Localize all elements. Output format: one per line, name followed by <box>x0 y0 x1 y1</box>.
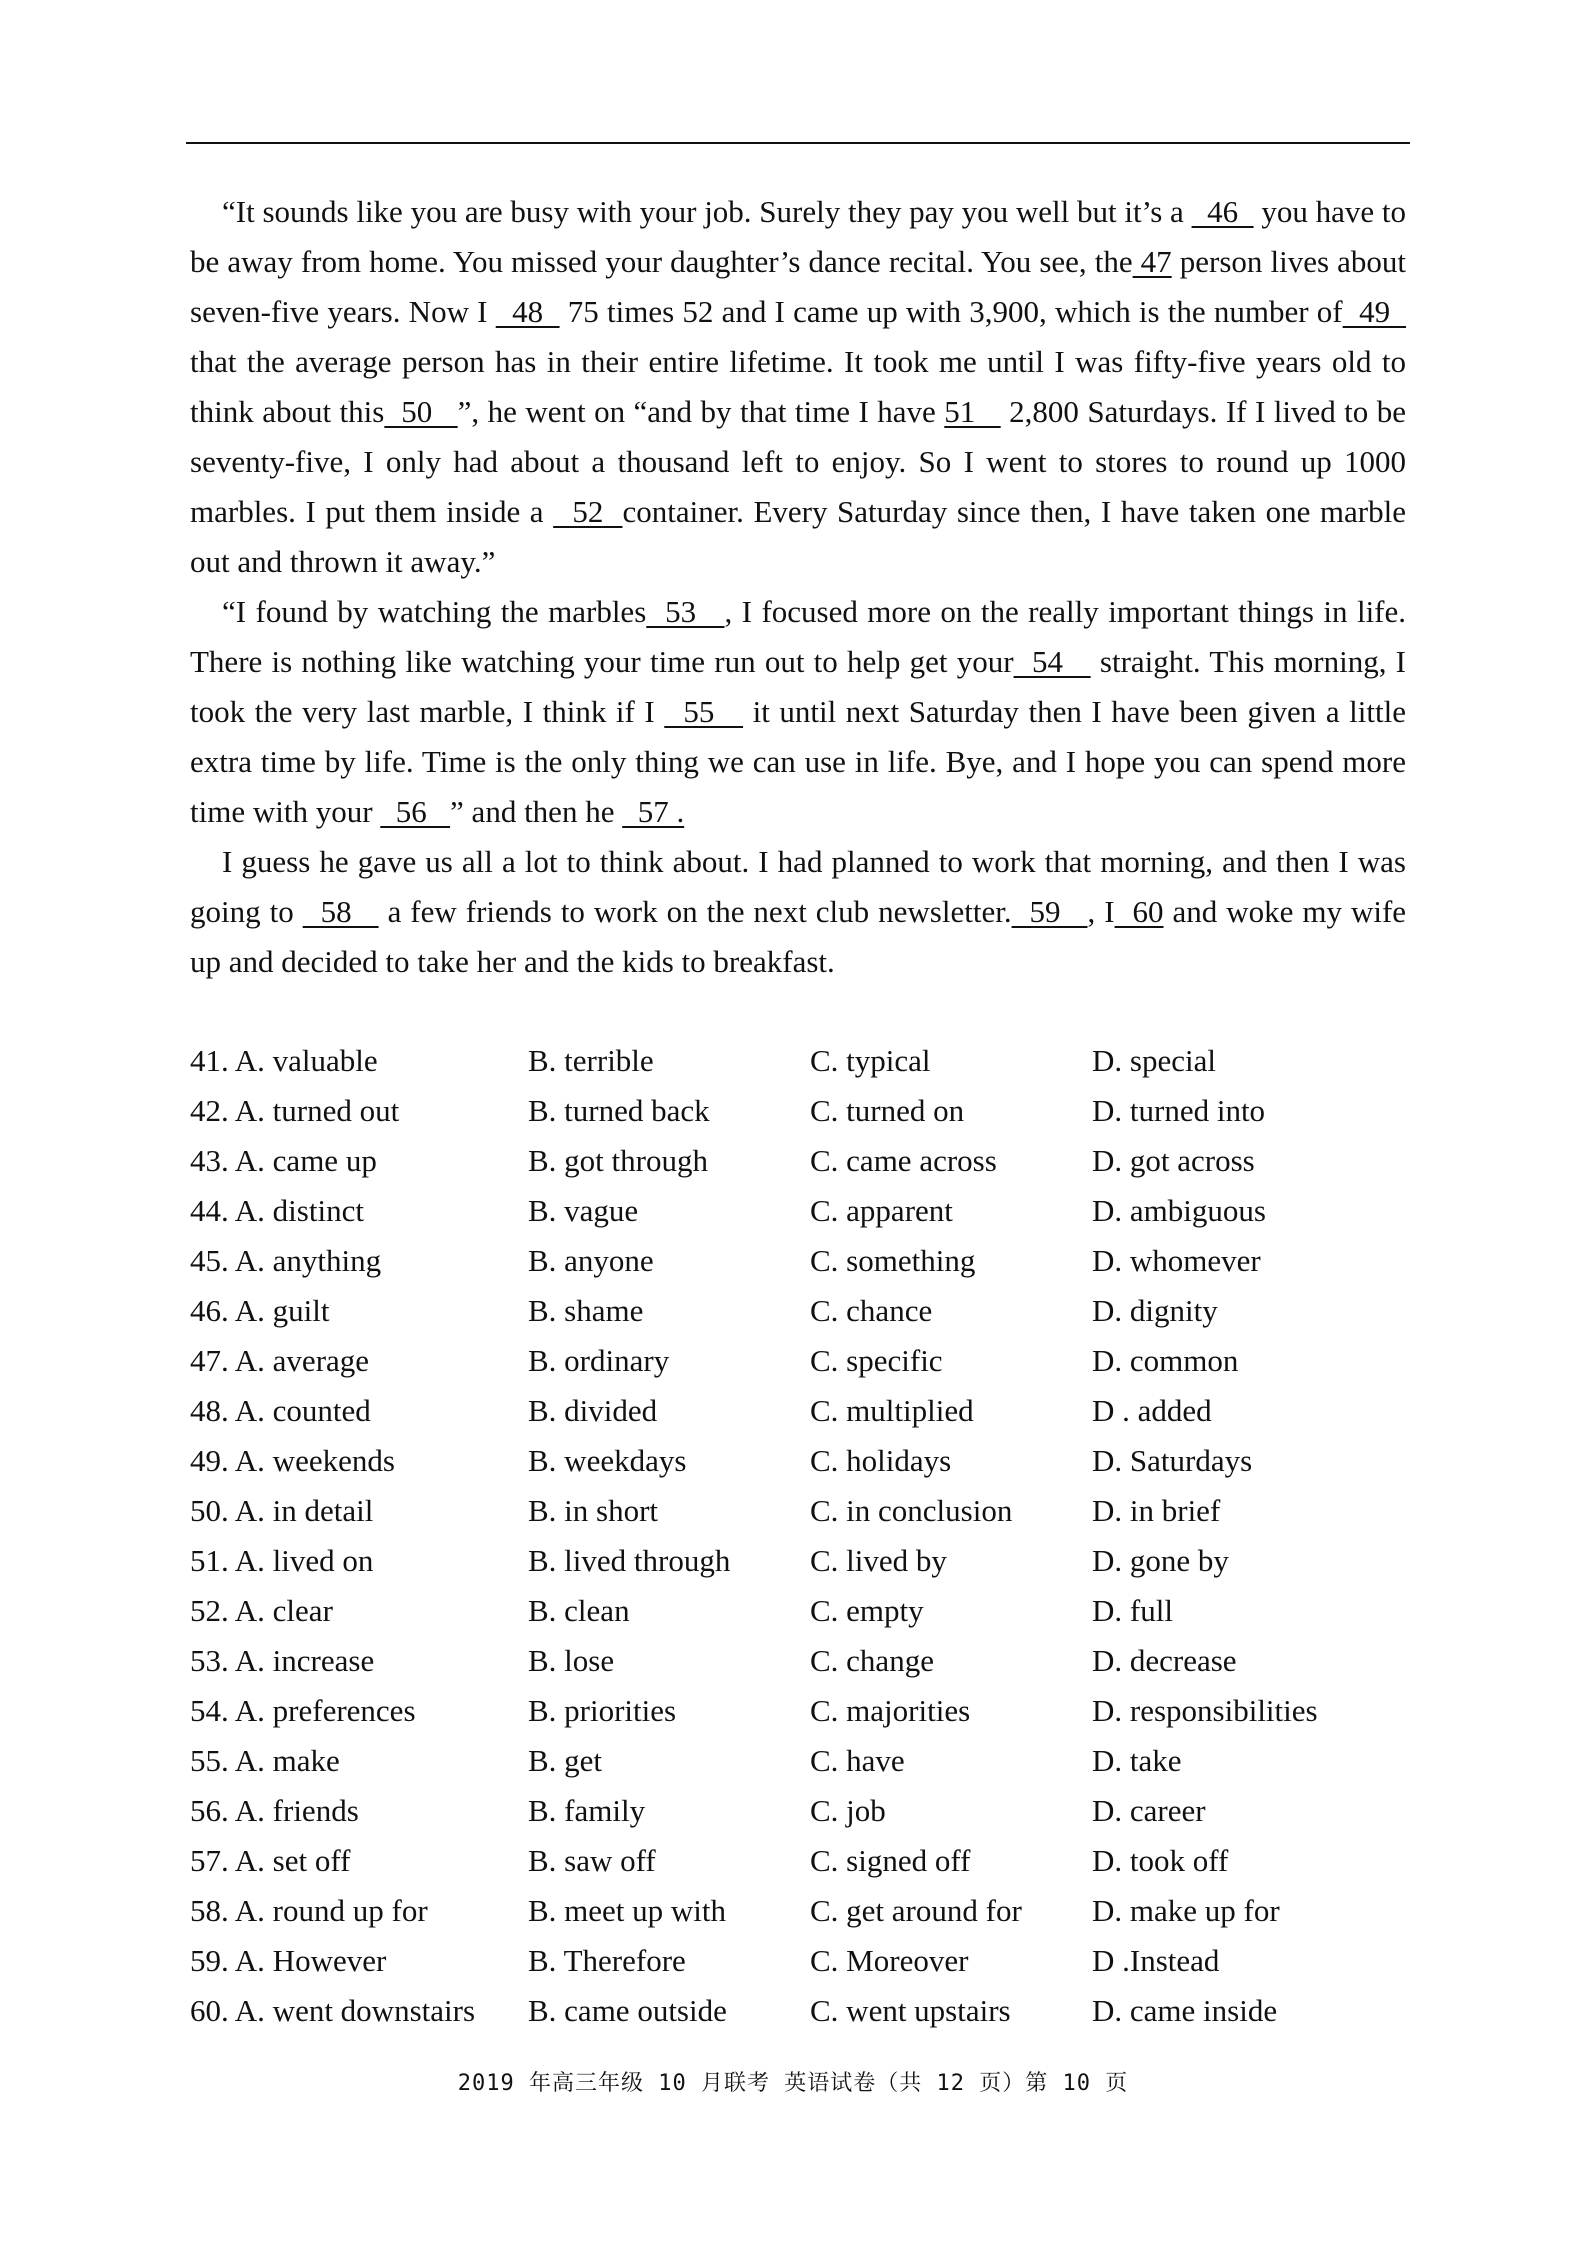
question-row <box>190 1686 1406 1736</box>
question-row <box>190 1336 1406 1386</box>
option-d: D. special <box>1092 1043 1216 1078</box>
question-row <box>190 1786 1406 1836</box>
option-b: B. Therefore <box>528 1943 686 1978</box>
question-row <box>190 1386 1406 1436</box>
option-d: D. take <box>1092 1743 1182 1778</box>
passage-text: 2,800 Saturdays. If I lived to be seventy-five, I only had about a thousand left to enjoy. So I went to stores to round up 1000 marbles. I put them inside a <box>190 394 1407 529</box>
option-c: C. change <box>810 1643 934 1678</box>
option-b: B. clean <box>528 1593 630 1628</box>
paragraph-1 <box>190 187 1406 587</box>
option-a: 46. A. guilt <box>190 1293 330 1328</box>
option-d: D. dignity <box>1092 1293 1218 1328</box>
option-c: C. came across <box>810 1143 997 1178</box>
option-b: B. lived through <box>528 1543 731 1578</box>
option-b: B. in short <box>528 1493 659 1528</box>
question-row <box>190 1536 1406 1586</box>
answer-blank: 46 <box>1191 194 1254 229</box>
option-c: C. lived by <box>810 1543 947 1578</box>
option-d: D. decrease <box>1092 1643 1237 1678</box>
question-row <box>190 1836 1406 1886</box>
option-a: 47. A. average <box>190 1343 370 1378</box>
option-b: B. divided <box>528 1393 658 1428</box>
paragraph-2 <box>190 587 1406 837</box>
passage-text: I guess he gave us all a lot to think about. I had planned to work that morning, and then I was going to <box>190 844 1406 929</box>
option-d: D. came inside <box>1092 1993 1278 2028</box>
question-row <box>190 1286 1406 1336</box>
question-row <box>190 1036 1406 1086</box>
answer-blank: 60 <box>1114 894 1164 929</box>
option-b: B. lose <box>528 1643 615 1678</box>
options-list <box>190 1036 1406 2036</box>
option-b: B. weekdays <box>528 1443 687 1478</box>
question-row <box>190 1886 1406 1936</box>
passage-text: container. Every Saturday since then, I have taken one marble out and thrown it away.” <box>190 494 1406 579</box>
option-a: 55. A. make <box>190 1743 340 1778</box>
passage-text: ”, he went on “and by that time I have <box>457 394 945 429</box>
option-d: D .Instead <box>1092 1943 1220 1978</box>
option-c: C. chance <box>810 1293 933 1328</box>
question-row <box>190 1486 1406 1536</box>
option-a: 60. A. went downstairs <box>190 1993 476 2028</box>
question-row <box>190 1636 1406 1686</box>
answer-blank: 53 <box>646 594 725 629</box>
option-b: B. turned back <box>528 1093 710 1128</box>
header-rule <box>186 142 1410 144</box>
option-a: 43. A. came up <box>190 1143 377 1178</box>
passage-text: it until next Saturday then I have been given a little extra time by life. Time is the only thing we can use in life. Bye, and I hope you can spend more time with your <box>190 694 1407 829</box>
option-d: D. took off <box>1092 1843 1229 1878</box>
option-d: D. common <box>1092 1343 1239 1378</box>
option-b: B. family <box>528 1793 646 1828</box>
option-b: B. vague <box>528 1193 639 1228</box>
paragraph-3 <box>190 837 1406 987</box>
option-d: D. full <box>1092 1593 1173 1628</box>
option-c: C. typical <box>810 1043 931 1078</box>
option-a: 45. A. anything <box>190 1243 382 1278</box>
question-row <box>190 1236 1406 1286</box>
answer-blank: 50 <box>384 394 458 429</box>
option-b: B. got through <box>528 1143 708 1178</box>
option-c: C. in conclusion <box>810 1493 1013 1528</box>
passage-text: , I focused more on the really important things in life. There is nothing like watching your time run out to help get your <box>190 594 1407 679</box>
passage-text: “It sounds like you are busy with your job. Surely they pay you well but it’s a <box>222 194 1192 229</box>
option-d: D. gone by <box>1092 1543 1229 1578</box>
option-c: C. job <box>810 1793 886 1828</box>
option-a: 44. A. distinct <box>190 1193 364 1228</box>
option-a: 48. A. counted <box>190 1393 371 1428</box>
option-b: B. came outside <box>528 1993 727 2028</box>
option-a: 53. A. increase <box>190 1643 375 1678</box>
option-d: D. in brief <box>1092 1493 1221 1528</box>
option-c: C. something <box>810 1243 976 1278</box>
option-a: 57. A. set off <box>190 1843 351 1878</box>
option-c: C. have <box>810 1743 905 1778</box>
option-c: C. get around for <box>810 1893 1022 1928</box>
option-c: C. empty <box>810 1593 924 1628</box>
question-row <box>190 1936 1406 1986</box>
option-b: B. priorities <box>528 1693 677 1728</box>
option-c: C. apparent <box>810 1193 953 1228</box>
option-a: 50. A. in detail <box>190 1493 374 1528</box>
option-a: 52. A. clear <box>190 1593 333 1628</box>
passage-text: ” and then he <box>450 794 623 829</box>
option-c: C. multiplied <box>810 1393 974 1428</box>
option-c: C. went upstairs <box>810 1993 1011 2028</box>
question-row <box>190 1086 1406 1136</box>
option-d: D. Saturdays <box>1092 1443 1253 1478</box>
option-d: D . added <box>1092 1393 1212 1428</box>
option-b: B. anyone <box>528 1243 654 1278</box>
passage-text: that the average person has in their entire lifetime. It took me until I was fifty-five years old to think about this <box>190 344 1406 429</box>
question-row <box>190 1186 1406 1236</box>
option-c: C. specific <box>810 1343 943 1378</box>
option-a: 54. A. preferences <box>190 1693 416 1728</box>
option-c: C. turned on <box>810 1093 965 1128</box>
option-a: 41. A. valuable <box>190 1043 378 1078</box>
answer-blank: 59 <box>1011 894 1088 929</box>
question-row <box>190 1586 1406 1636</box>
option-b: B. saw off <box>528 1843 656 1878</box>
option-a: 49. A. weekends <box>190 1443 395 1478</box>
answer-blank: 54 <box>1013 644 1091 679</box>
option-a: 51. A. lived on <box>190 1543 374 1578</box>
passage-text: and woke my wife up and decided to take her and the kids to breakfast. <box>190 894 1407 979</box>
passage-text: you have to be away from home. You missed your daughter’s dance recital. You see, the <box>190 194 1407 279</box>
option-d: D. make up for <box>1092 1893 1280 1928</box>
option-d: D. responsibilities <box>1092 1693 1318 1728</box>
option-b: B. terrible <box>528 1043 654 1078</box>
option-a: 59. A. However <box>190 1943 387 1978</box>
option-d: D. career <box>1092 1793 1206 1828</box>
answer-blank: 55 <box>664 694 744 729</box>
answer-blank: 47 <box>1132 244 1172 279</box>
answer-blank: 58 <box>302 894 379 929</box>
option-a: 58. A. round up for <box>190 1893 428 1928</box>
option-b: B. ordinary <box>528 1343 670 1378</box>
answer-blank: 49 <box>1342 294 1407 329</box>
cloze-passage <box>190 187 1406 987</box>
option-d: D. ambiguous <box>1092 1193 1266 1228</box>
option-c: C. signed off <box>810 1843 971 1878</box>
passage-text: , I <box>1087 894 1115 929</box>
answer-blank: 51 <box>944 394 1001 429</box>
option-a: 56. A. friends <box>190 1793 359 1828</box>
option-d: D. turned into <box>1092 1093 1266 1128</box>
passage-text: straight. This morning, I took the very last marble, I think if I <box>190 644 1406 729</box>
passage-text: “I found by watching the marbles <box>222 594 647 629</box>
option-c: C. holidays <box>810 1443 952 1478</box>
answer-blank: 48 <box>495 294 560 329</box>
option-c: C. majorities <box>810 1693 971 1728</box>
option-d: D. whomever <box>1092 1243 1261 1278</box>
option-b: B. get <box>528 1743 603 1778</box>
answer-blank: 52 <box>553 494 623 529</box>
passage-text: a few friends to work on the next club newsletter. <box>378 894 1012 929</box>
option-b: B. shame <box>528 1293 644 1328</box>
page-footer: 2019 年高三年级 10 月联考 英语试卷（共 12 页）第 10 页 <box>457 2071 1129 2096</box>
question-row <box>190 1136 1406 1186</box>
option-c: C. Moreover <box>810 1943 969 1978</box>
question-row <box>190 1986 1406 2036</box>
option-a: 42. A. turned out <box>190 1093 400 1128</box>
passage-text: 75 times 52 and I came up with 3,900, which is the number of <box>559 294 1343 329</box>
answer-blank: 57 . <box>622 794 685 829</box>
option-d: D. got across <box>1092 1143 1255 1178</box>
passage-text: person lives about seven-five years. Now I <box>190 244 1406 329</box>
question-row <box>190 1736 1406 1786</box>
question-row <box>190 1436 1406 1486</box>
option-b: B. meet up with <box>528 1893 727 1928</box>
answer-blank: 56 <box>380 794 451 829</box>
